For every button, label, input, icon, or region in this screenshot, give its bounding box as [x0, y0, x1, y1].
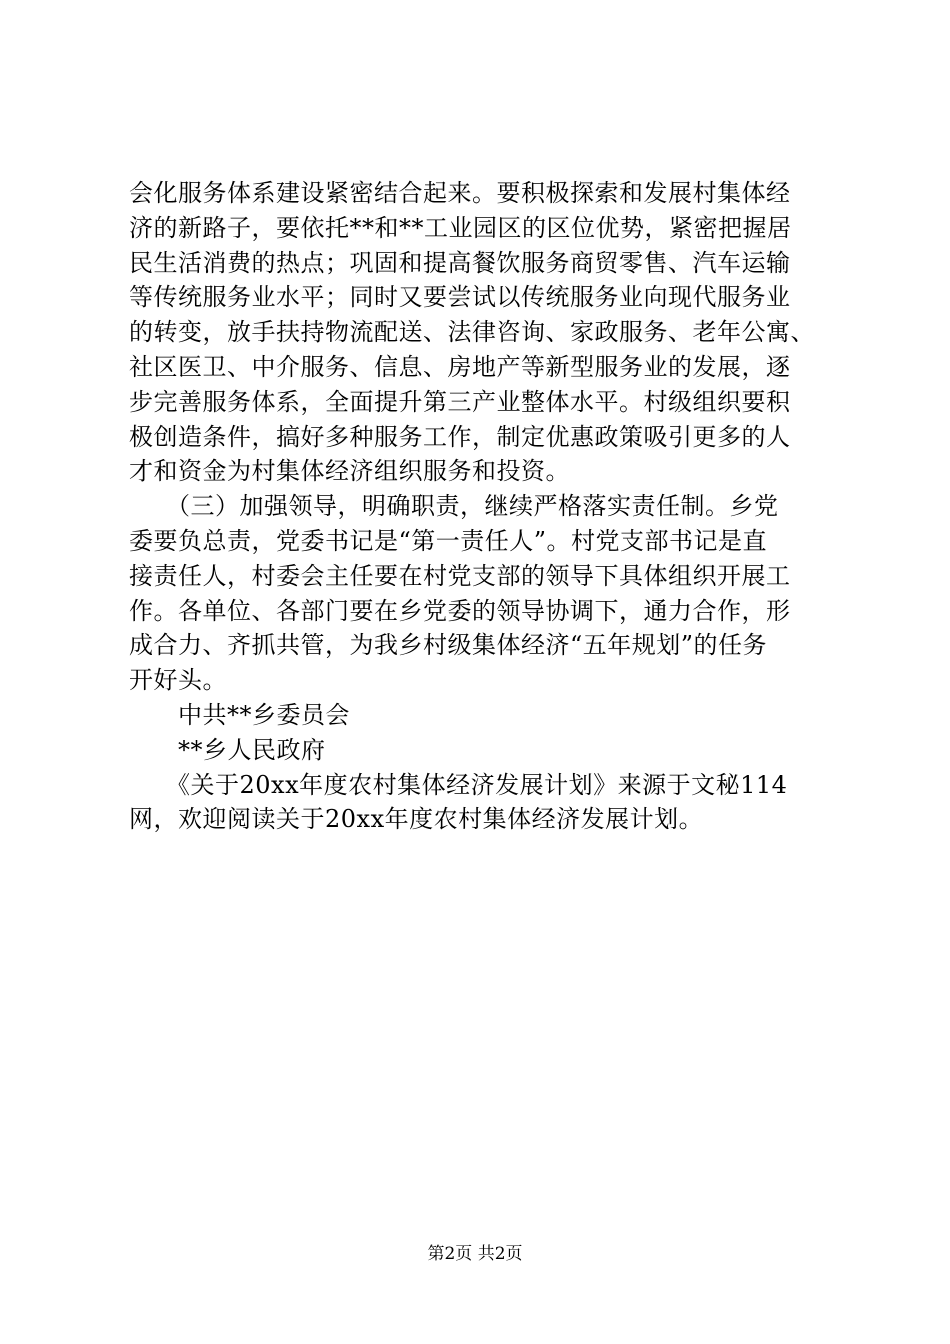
text-line: 步完善服务体系，全面提升第三产业整体水平。村级组织要积	[129, 387, 791, 416]
text-line: （三）加强领导，明确职责，继续严格落实责任制。乡党	[129, 492, 779, 521]
text-line: 济的新路子，要依托**和**工业园区的区位优势，紧密把握居	[129, 213, 792, 242]
source-note-line: 网，欢迎阅读关于20xx年度农村集体经济发展计划。	[129, 805, 704, 834]
text-line: 开好头。	[129, 666, 227, 695]
text-line: 等传统服务业水平；同时又要尝试以传统服务业向现代服务业	[129, 283, 791, 312]
page-number-footer: 第2页 共2页	[427, 1244, 523, 1264]
text-line: 成合力、齐抓共管，为我乡村级集体经济“五年规划”的任务	[129, 631, 768, 660]
text-line: 社区医卫、中介服务、信息、房地产等新型服务业的发展，逐	[129, 352, 791, 381]
source-note-line: 《关于20xx年度农村集体经济发展计划》来源于文秘114	[129, 770, 788, 799]
text-line: 委要负总责，党委书记是“第一责任人”。村党支部书记是直	[129, 526, 768, 555]
text-line: 接责任人，村委会主任要在村党支部的领导下具体组织开展工	[129, 561, 791, 590]
text-line: 才和资金为村集体经济组织服务和投资。	[129, 457, 570, 486]
signature-line: **乡人民政府	[129, 735, 326, 764]
text-line: 民生活消费的热点；巩固和提高餐饮服务商贸零售、汽车运输	[129, 248, 791, 277]
text-line: 的转变，放手扶持物流配送、法律咨询、家政服务、老年公寓、	[129, 318, 815, 347]
text-line: 作。各单位、各部门要在乡党委的领导协调下，通力合作，形	[129, 596, 791, 625]
text-line: 会化服务体系建设紧密结合起来。要积极探索和发展村集体经	[129, 179, 791, 207]
document-body	[129, 176, 849, 837]
text-line: 极创造条件，搞好多种服务工作，制定优惠政策吸引更多的人	[129, 422, 791, 451]
signature-line: 中共**乡委员会	[129, 700, 350, 729]
